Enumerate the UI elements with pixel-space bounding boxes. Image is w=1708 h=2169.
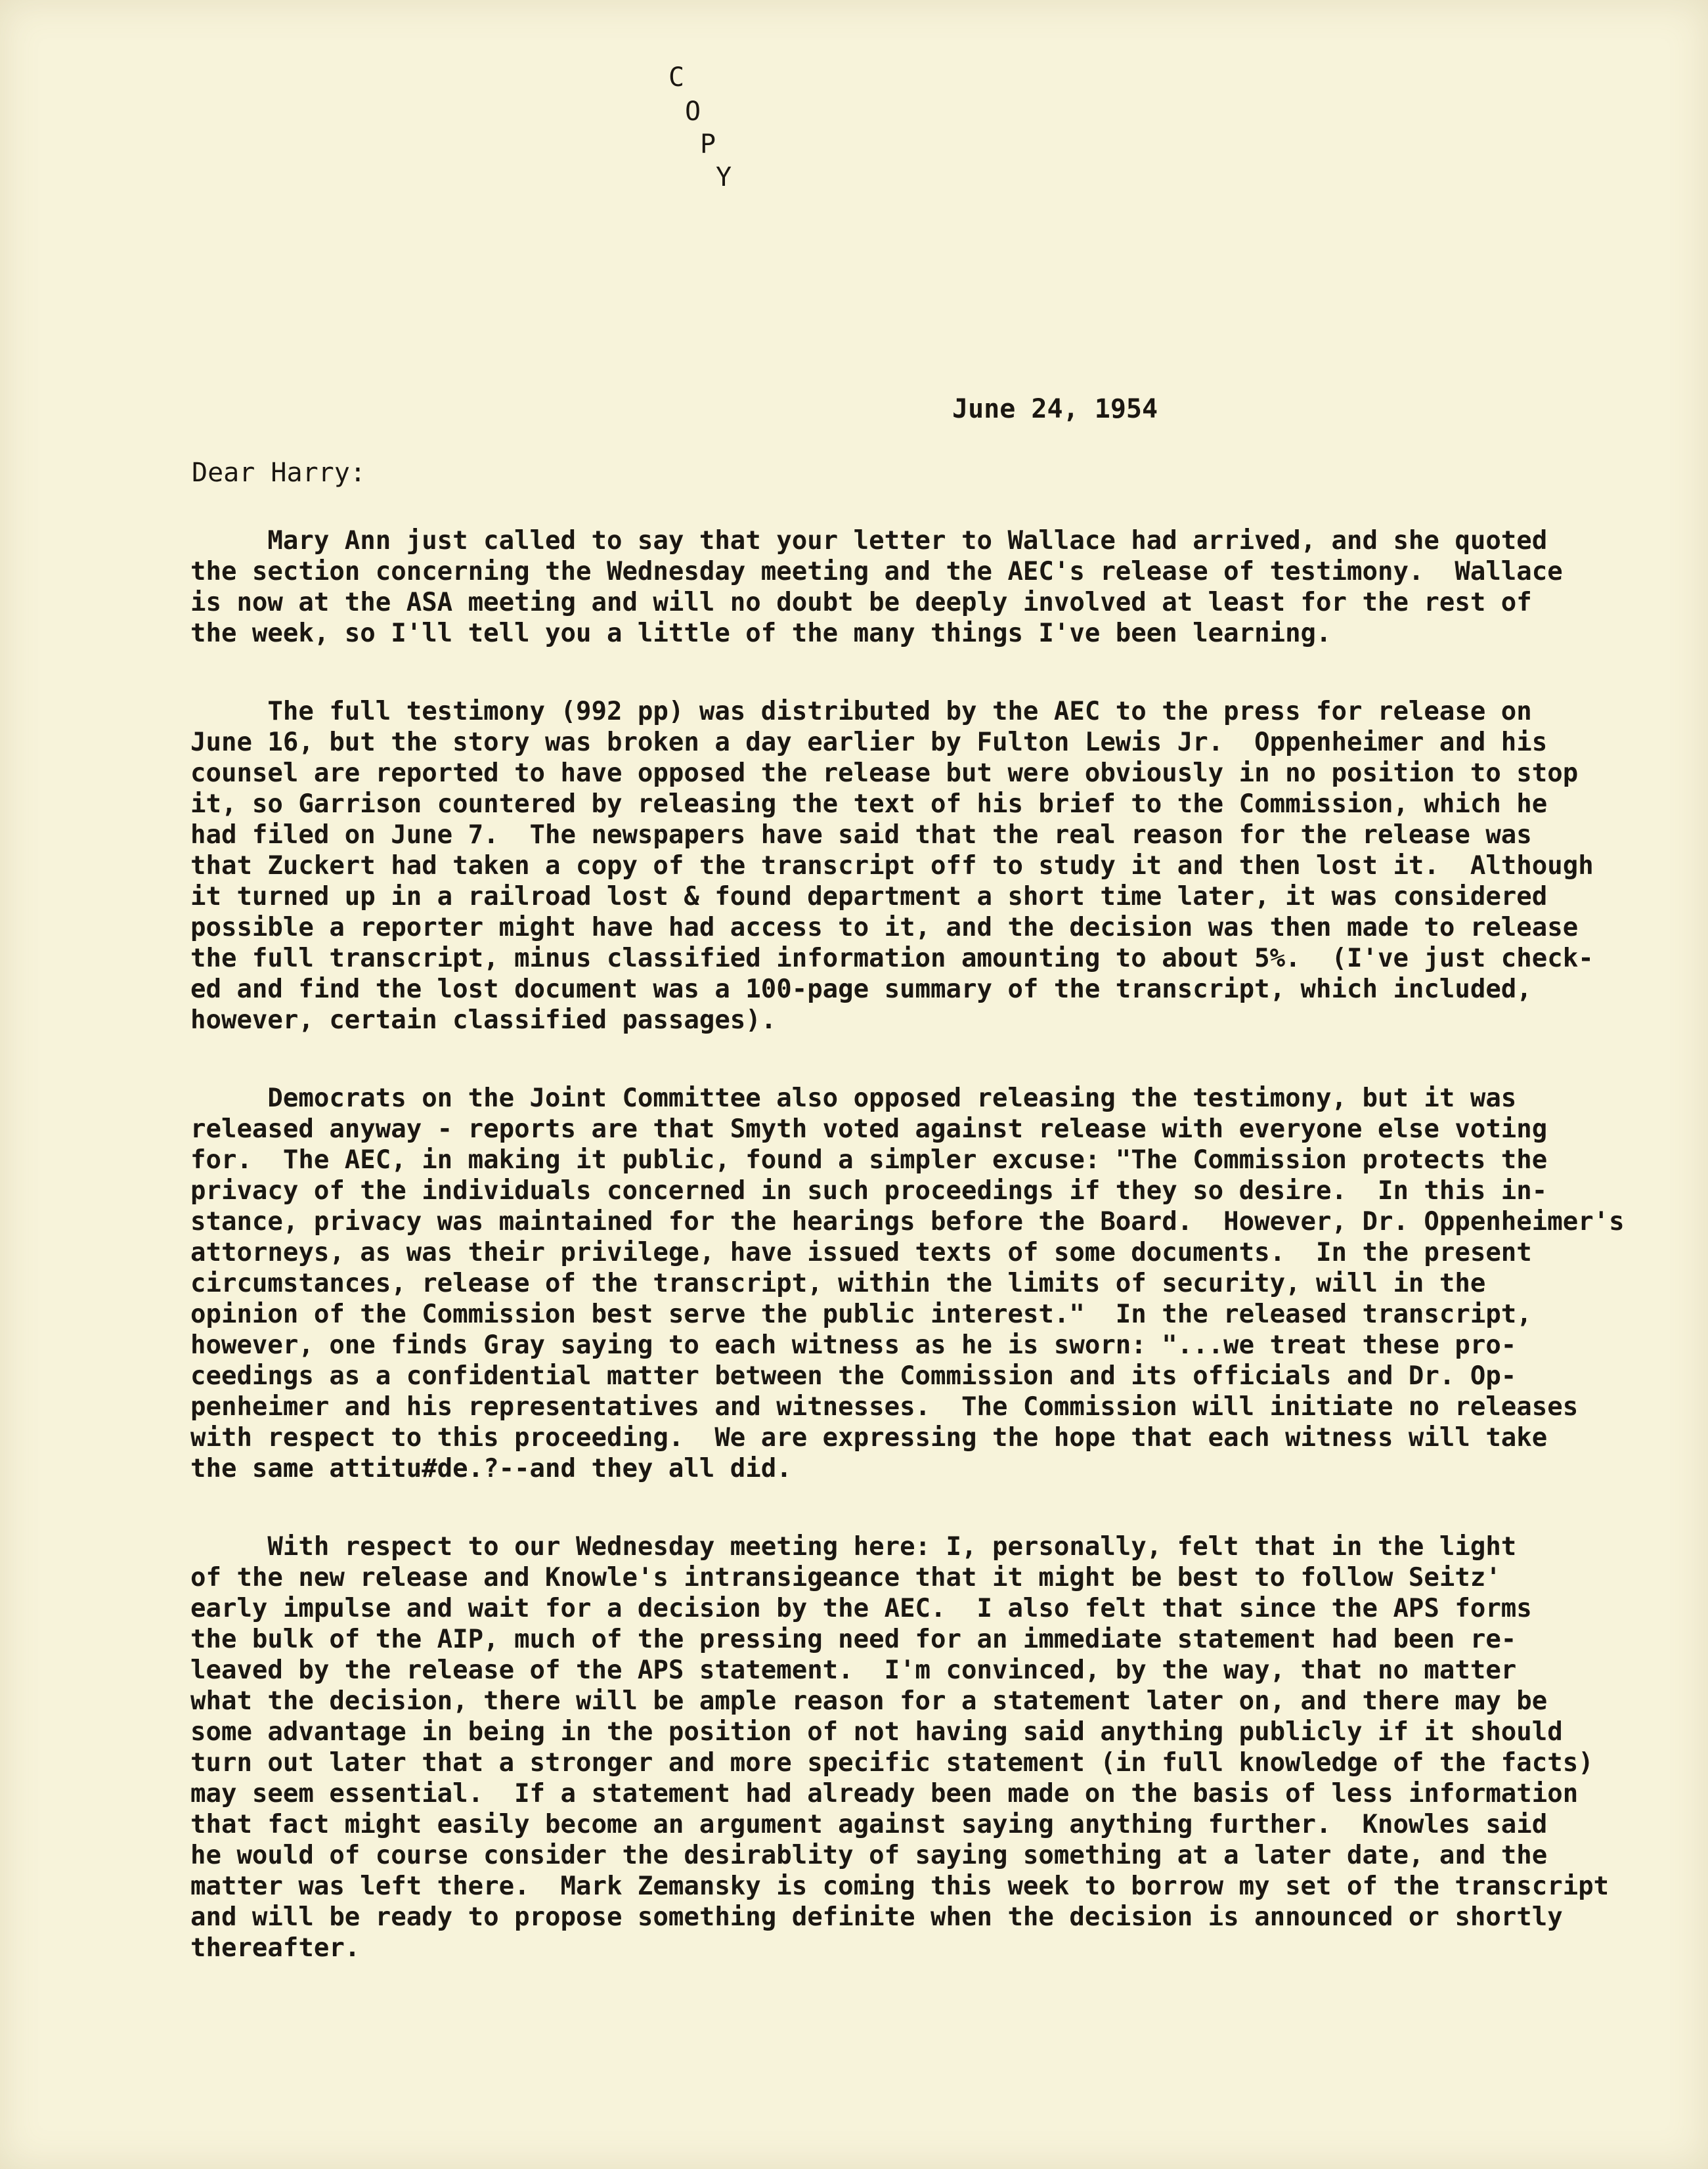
text-line: opinion of the Commission best serve the public interest." In the released transcript, bbox=[190, 1300, 1532, 1329]
text-line: the same attitu#de.?--and they all did. bbox=[190, 1454, 792, 1483]
text-line: early impulse and wait for a decision by the AEC. I also felt that since the APS forms bbox=[190, 1594, 1532, 1623]
text-line: the section concerning the Wednesday meeting and the AEC's release of testimony. Wallace bbox=[190, 557, 1563, 586]
text-line: he would of course consider the desirablity of saying something at a later date, and the bbox=[190, 1841, 1548, 1870]
text-line: privacy of the individuals concerned in such proceedings if they so desire. In this in- bbox=[190, 1176, 1548, 1206]
copy-stamp-letter: P bbox=[700, 129, 716, 160]
text-line: with respect to this proceeding. We are expressing the hope that each witness will take bbox=[190, 1423, 1548, 1453]
text-line: thereafter. bbox=[190, 1933, 361, 1963]
text-line: circumstances, release of the transcript, within the limits of security, will in the bbox=[190, 1269, 1486, 1298]
text-line: had filed on June 7. The newspapers have said that the real reason for the release was bbox=[190, 820, 1532, 850]
text-line: ceedings as a confidential matter between the Commission and its officials and Dr. Op- bbox=[190, 1361, 1517, 1391]
text-line: for. The AEC, in making it public, found a simpler excuse: "The Commission protects the bbox=[190, 1145, 1548, 1175]
text-line: the full transcript, minus classified information amounting to about 5%. (I've just check- bbox=[190, 944, 1594, 973]
text-line: the bulk of the AIP, much of the pressing need for an immediate statement had been re- bbox=[190, 1625, 1517, 1654]
text-line: Mary Ann just called to say that your letter to Wallace had arrived, and she quoted bbox=[190, 526, 1548, 556]
letter-body bbox=[190, 525, 1655, 2011]
text-line: stance, privacy was maintained for the hearings before the Board. However, Dr. Oppenheimer's bbox=[190, 1207, 1625, 1237]
paragraph bbox=[190, 525, 1655, 649]
text-line: attorneys, as was their privilege, have issued texts of some documents. In the present bbox=[190, 1238, 1532, 1267]
text-line: released anyway - reports are that Smyth voted against release with everyone else voting bbox=[190, 1114, 1548, 1144]
text-line: of the new release and Knowle's intransigeance that it might be best to follow Seitz' bbox=[190, 1563, 1501, 1592]
text-line: penheimer and his representatives and witnesses. The Commission will initiate no releases bbox=[190, 1392, 1579, 1422]
text-line: and will be ready to propose something definite when the decision is announced or shortly bbox=[190, 1902, 1563, 1932]
text-line: The full testimony (992 pp) was distributed by the AEC to the press for release on bbox=[190, 697, 1532, 726]
copy-stamp-letter: Y bbox=[716, 162, 732, 192]
text-line: counsel are reported to have opposed the release but were obviously in no position to stop bbox=[190, 758, 1579, 788]
paragraph bbox=[190, 696, 1655, 1036]
text-line: it, so Garrison countered by releasing the text of his brief to the Commission, which he bbox=[190, 789, 1548, 819]
text-line: leaved by the release of the APS statement. I'm convinced, by the way, that no matter bbox=[190, 1655, 1517, 1685]
salutation: Dear Harry: bbox=[192, 458, 366, 488]
text-line: some advantage in being in the position of not having said anything publicly if it should bbox=[190, 1717, 1563, 1747]
text-line: what the decision, there will be ample reason for a statement later on, and there may be bbox=[190, 1686, 1548, 1716]
text-line: is now at the ASA meeting and will no doubt be deeply involved at least for the rest of bbox=[190, 588, 1532, 617]
copy-stamp-letter: O bbox=[685, 97, 701, 127]
text-line: it turned up in a railroad lost & found department a short time later, it was considered bbox=[190, 882, 1548, 911]
text-line: that Zuckert had taken a copy of the transcript off to study it and then lost it. Although bbox=[190, 851, 1594, 881]
text-line: June 16, but the story was broken a day earlier by Fulton Lewis Jr. Oppenheimer and his bbox=[190, 728, 1548, 757]
text-line: may seem essential. If a statement had already been made on the basis of less information bbox=[190, 1779, 1579, 1808]
copy-stamp-letter: C bbox=[668, 62, 685, 93]
paragraph bbox=[190, 1083, 1655, 1484]
text-line: however, certain classified passages). bbox=[190, 1005, 777, 1035]
text-line: possible a reporter might have had access to it, and the decision was then made to release bbox=[190, 913, 1579, 942]
text-line: With respect to our Wednesday meeting here: I, personally, felt that in the light bbox=[190, 1532, 1517, 1562]
text-line: however, one finds Gray saying to each witness as he is sworn: "...we treat these pro- bbox=[190, 1330, 1517, 1360]
letter-date: June 24, 1954 bbox=[952, 394, 1158, 424]
text-line: Democrats on the Joint Committee also opposed releasing the testimony, but it was bbox=[190, 1084, 1517, 1113]
text-line: that fact might easily become an argument against saying anything further. Knowles said bbox=[190, 1810, 1548, 1839]
text-line: ed and find the lost document was a 100-page summary of the transcript, which included, bbox=[190, 975, 1532, 1004]
text-line: the week, so I'll tell you a little of the many things I've been learning. bbox=[190, 619, 1332, 648]
text-line: turn out later that a stronger and more specific statement (in full knowledge of the facts) bbox=[190, 1748, 1594, 1778]
text-line: matter was left there. Mark Zemansky is coming this week to borrow my set of the transcript bbox=[190, 1872, 1609, 1901]
paragraph bbox=[190, 1531, 1655, 1963]
